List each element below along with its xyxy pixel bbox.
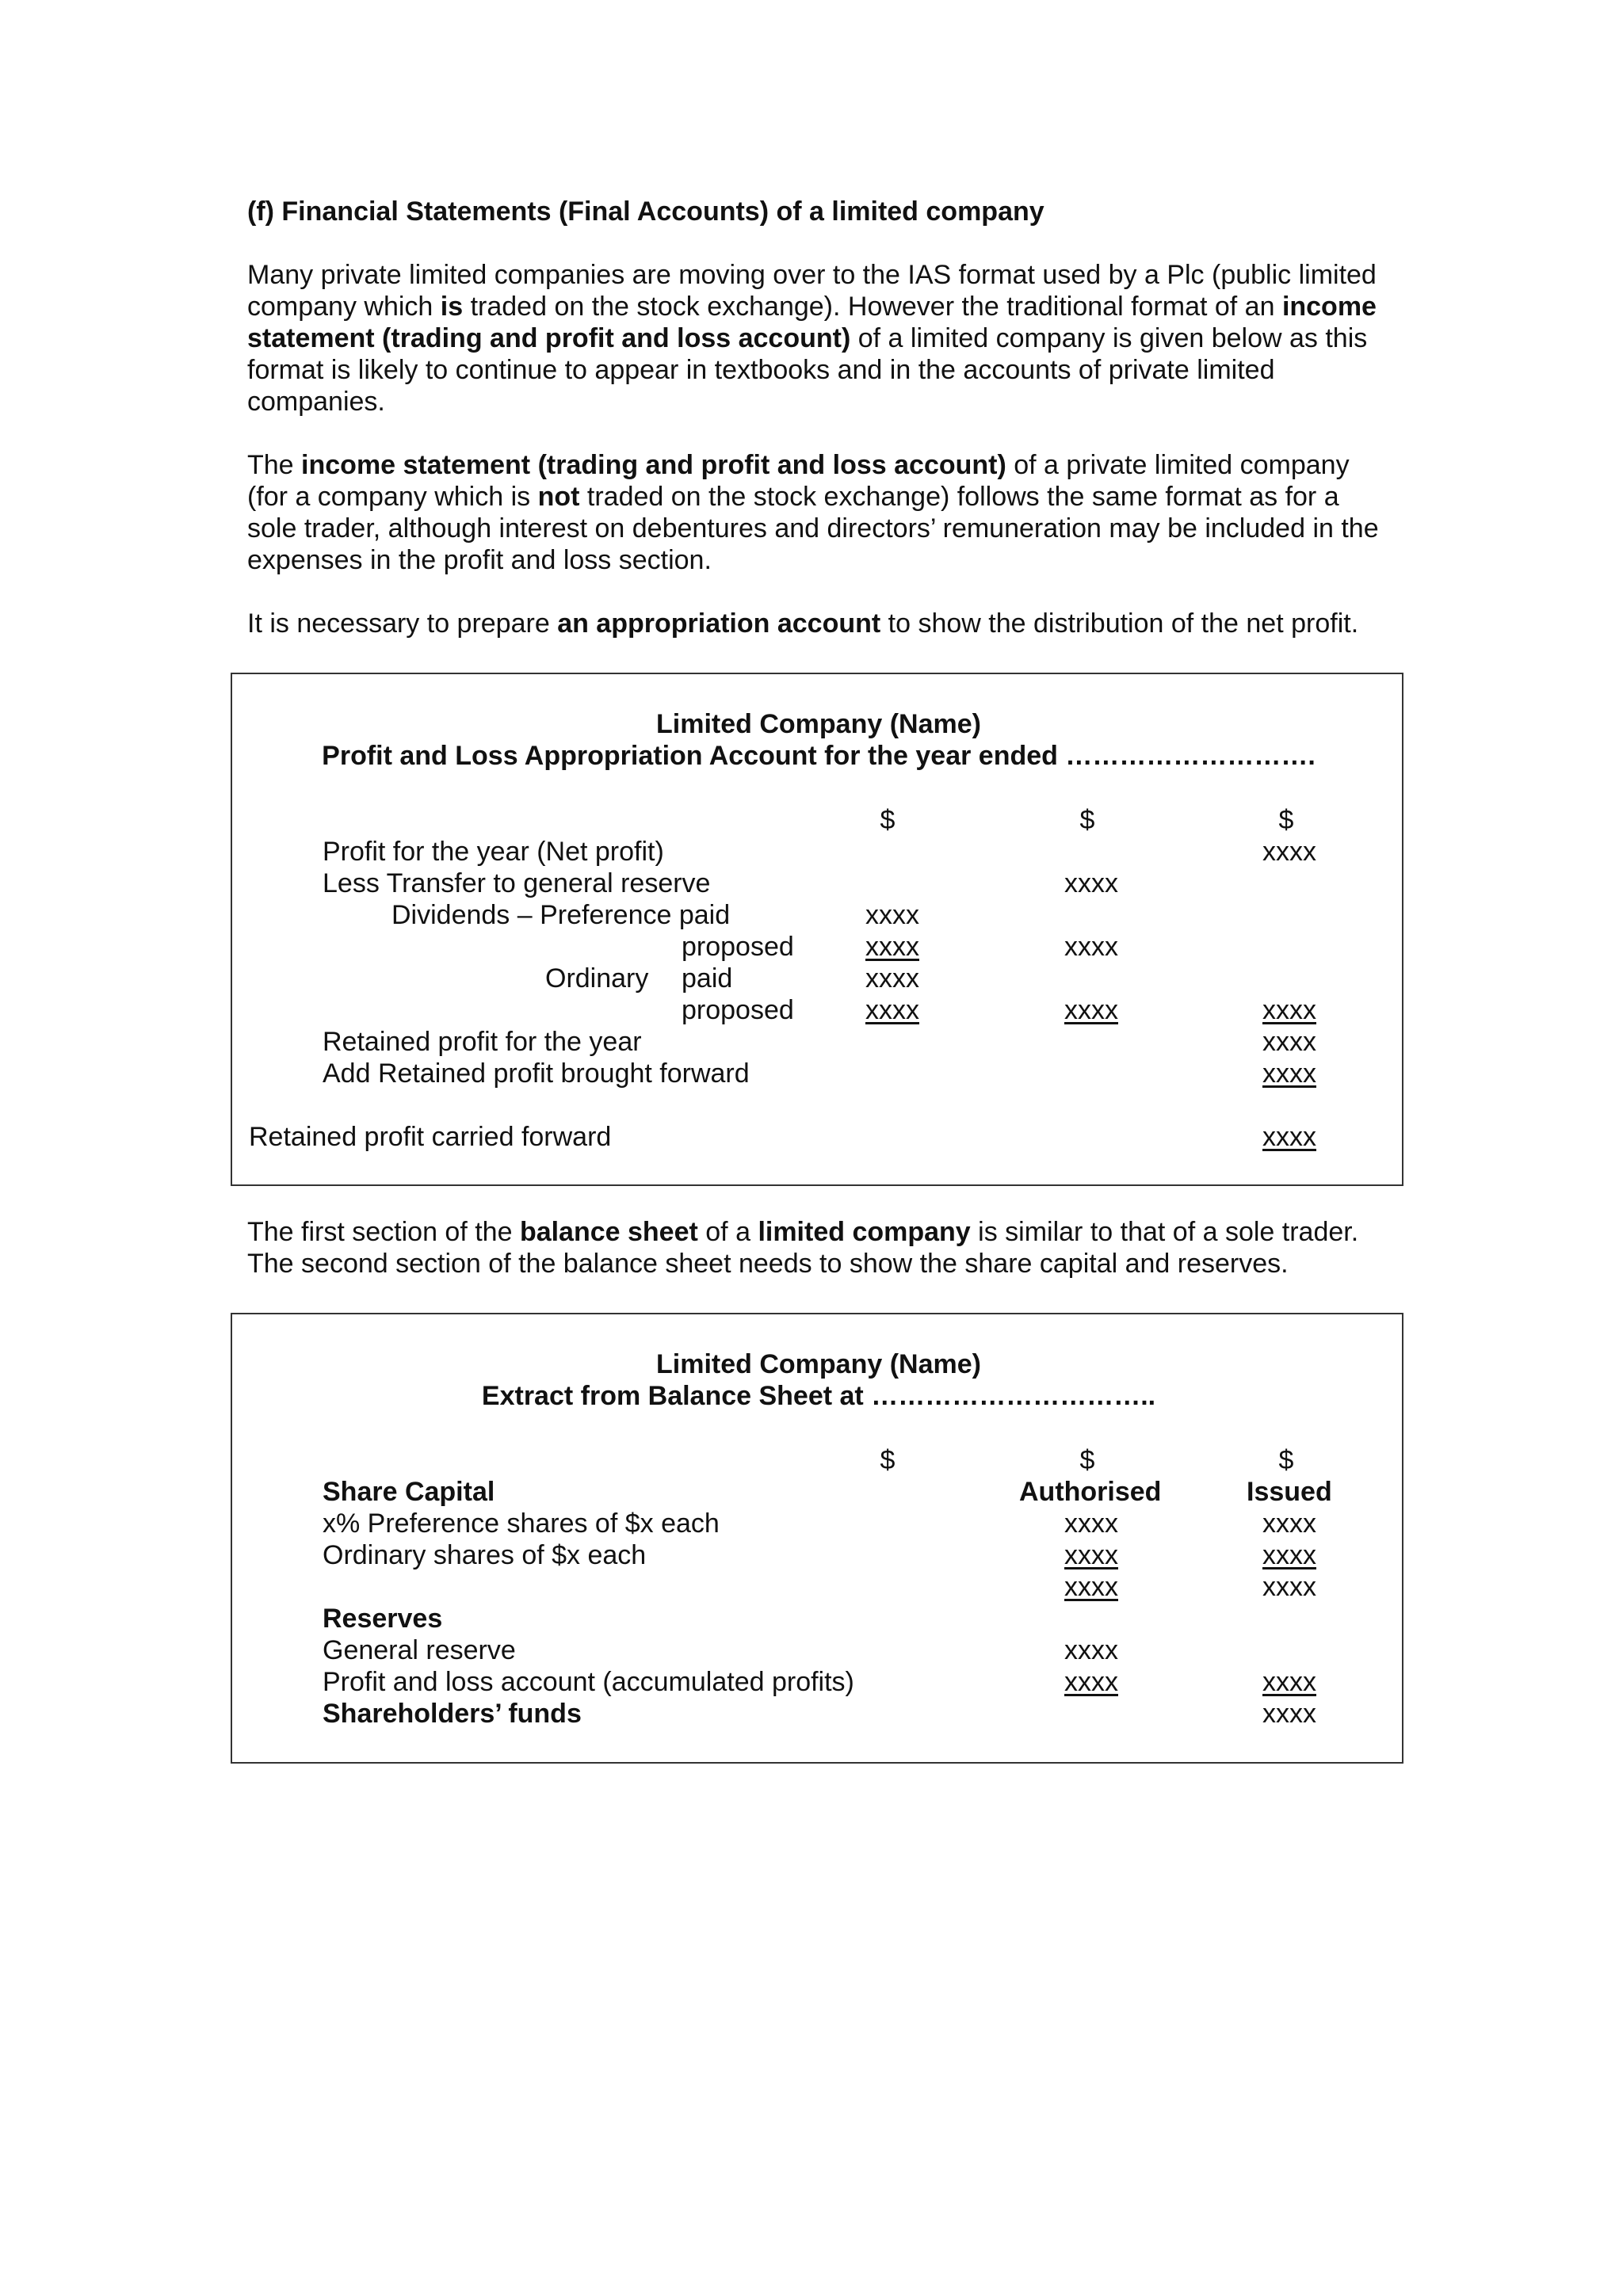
transfer-reserve-value: xxxx	[1064, 868, 1118, 898]
ordinary-proposed-label: proposed	[682, 995, 794, 1025]
pl-account-label: Profit and loss account (accumulated profits)	[323, 1667, 854, 1697]
ordinary-label: Ordinary	[545, 963, 649, 994]
ordinary-shares-label: Ordinary shares of $x each	[323, 1540, 647, 1570]
net-profit-label: Profit for the year (Net profit)	[323, 837, 664, 867]
balance-currency-1: $	[880, 1445, 896, 1475]
retained-cf-value: xxxx	[1262, 1122, 1316, 1152]
preference-total-value: xxxx	[1064, 932, 1118, 962]
text: to show the distribution of the net profit.	[880, 608, 1359, 639]
preference-authorised-value: xxxx	[1064, 1508, 1118, 1539]
reserves-total-value: xxxx	[1262, 1667, 1316, 1697]
shareholders-funds-label: Shareholders’ funds	[323, 1699, 582, 1729]
transfer-reserve-label: Less Transfer to general reserve	[323, 868, 711, 898]
balance-currency-3: $	[1278, 1445, 1294, 1475]
pl-account-value: xxxx	[1064, 1667, 1118, 1697]
retained-bf-value: xxxx	[1262, 1058, 1316, 1089]
retained-bf-label: Add Retained profit brought forward	[323, 1058, 750, 1089]
text: traded on the stock exchange). However the traditional format of an	[463, 292, 1282, 322]
currency-header-2: $	[1079, 805, 1095, 835]
text: It is necessary to prepare	[247, 608, 558, 639]
general-reserve-label: General reserve	[323, 1635, 516, 1665]
general-reserve-value: xxxx	[1064, 1635, 1118, 1665]
ordinary-paid-label: paid	[682, 963, 733, 994]
bold-text: is	[440, 292, 464, 322]
retained-year-label: Retained profit for the year	[323, 1027, 642, 1057]
text: The first section of the	[247, 1217, 520, 1247]
text: is similar to that of a sole trader. The second section of the balance sheet needs to show the share capital and reserves.	[247, 1217, 1359, 1279]
preference-paid-value: xxxx	[865, 900, 919, 930]
retained-year-value: xxxx	[1262, 1027, 1316, 1057]
preference-issued-value: xxxx	[1262, 1508, 1316, 1539]
authorised-total-value: xxxx	[1064, 1572, 1118, 1602]
preference-shares-label: x% Preference shares of $x each	[323, 1508, 720, 1539]
appropriation-paragraph	[247, 608, 1388, 639]
shareholders-funds-value: xxxx	[1262, 1699, 1316, 1729]
bold-text: limited company	[758, 1217, 971, 1247]
appropriation-title: Limited Company (Name)	[656, 709, 981, 739]
preference-proposed-label: proposed	[682, 932, 794, 962]
currency-header-3: $	[1278, 805, 1294, 835]
text: traded on the stock exchange) follows the same format as for a sole trader, although interest on debentures and directors’ remuneration may be included in the expenses in the profit and loss section.	[247, 482, 1379, 575]
intro-paragraph	[247, 259, 1388, 418]
income-statement-paragraph	[247, 449, 1388, 576]
net-profit-value: xxxx	[1262, 837, 1316, 867]
ordinary-issued-value: xxxx	[1262, 1540, 1316, 1570]
section-heading: (f) Financial Statements (Final Accounts) of a limited company	[247, 196, 1044, 227]
balance-title: Limited Company (Name)	[656, 1349, 981, 1379]
balance-currency-2: $	[1079, 1445, 1095, 1475]
text: of a private limited company (for a company which is	[247, 450, 1350, 512]
appropriation-subtitle: Profit and Loss Appropriation Account for the year ended ……………………….	[322, 741, 1316, 771]
issued-column-header: Issued	[1247, 1477, 1332, 1507]
text: Many private limited companies are moving over to the IAS format used by a Plc (public limited company which	[247, 260, 1377, 322]
reserves-heading: Reserves	[323, 1604, 443, 1634]
bold-text: income statement (trading and profit and loss account)	[301, 450, 1006, 480]
bold-text: balance sheet	[519, 1217, 698, 1247]
text: of a	[697, 1217, 758, 1247]
share-capital-heading: Share Capital	[323, 1477, 495, 1507]
issued-total-value: xxxx	[1262, 1572, 1316, 1602]
ordinary-paid-value: xxxx	[865, 963, 919, 994]
balance-subtitle: Extract from Balance Sheet at …………………………..	[481, 1381, 1156, 1411]
authorised-column-header: Authorised	[1019, 1477, 1162, 1507]
retained-cf-label: Retained profit carried forward	[249, 1122, 612, 1152]
ordinary-total-value: xxxx	[1064, 995, 1118, 1025]
text: The	[247, 450, 302, 480]
balance-sheet-paragraph	[247, 1216, 1388, 1280]
bold-text: not	[537, 482, 580, 512]
currency-header-1: $	[880, 805, 896, 835]
ordinary-proposed-value: xxxx	[865, 995, 919, 1025]
ordinary-authorised-value: xxxx	[1064, 1540, 1118, 1570]
bold-text: income statement (trading and profit and loss account)	[247, 292, 1377, 353]
bold-text: an appropriation account	[557, 608, 881, 639]
dividends-preference-label: Dividends – Preference paid	[391, 900, 731, 930]
preference-proposed-value: xxxx	[865, 932, 919, 962]
balance-sheet-box	[231, 1313, 1403, 1764]
text: of a limited company is given below as this format is likely to continue to appear in textbooks and in the accounts of private limited companies.	[247, 323, 1368, 417]
appropriation-account-box	[231, 673, 1403, 1186]
total-appropriations-value: xxxx	[1262, 995, 1316, 1025]
